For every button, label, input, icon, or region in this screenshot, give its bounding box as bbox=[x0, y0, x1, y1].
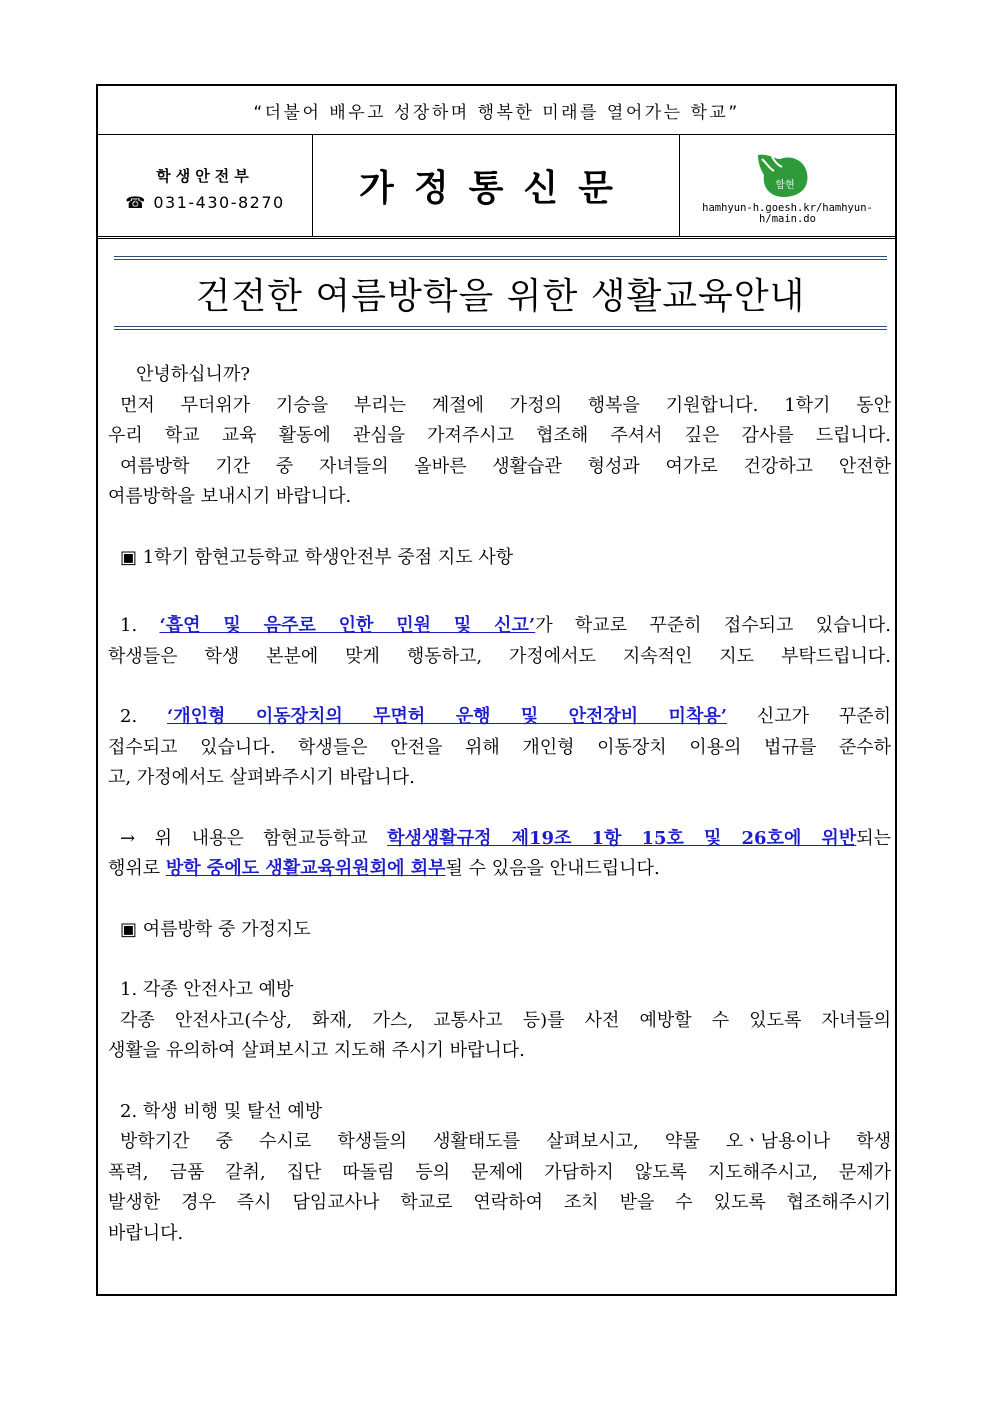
section1-note: → 위 내용은 함현교등학교 학생생활규정 제19조 1항 15호 및 26호에 위반되는 bbox=[120, 827, 891, 849]
intro-line: 여름방학을 보내시기 바랍니다. bbox=[108, 486, 352, 507]
highlight-text: ‘흡연 및 음주로 인한 민원 및 신고’ bbox=[159, 615, 536, 636]
section2-item2-line: 바랍니다. bbox=[108, 1222, 184, 1244]
section2-item2-line: 폭력, 금품 갈취, 집단 따돌림 등의 문제에 가담하지 않도록 지도해주시고, 문제가 bbox=[108, 1161, 891, 1183]
newsletter-body bbox=[108, 360, 891, 1249]
intro-line: 먼저 무더위가 기승을 부리는 계절에 가정의 행복을 기원합니다. 1학기 동안 bbox=[120, 394, 891, 416]
department-name: 학생안전부 bbox=[156, 167, 254, 185]
greeting: 안녕하십니까? bbox=[136, 364, 250, 385]
intro-line: 여름방학 기간 중 자녀들의 올바른 생활습관 형성과 여가로 건강하고 안전한 bbox=[120, 455, 891, 477]
section1-note-line: 행위로 방학 중에도 생활교육위원회에 회부될 수 있음을 안내드립니다. bbox=[108, 858, 660, 879]
header-row bbox=[98, 135, 895, 239]
school-motto: “더불어 배우고 성장하며 행복한 미래를 열어가는 학교” bbox=[98, 86, 895, 135]
newsletter-title: 가정통신문 bbox=[313, 135, 680, 236]
section2-item2-line: 발생한 경우 즉시 담임교사나 학교로 연락하여 조치 받을 수 있도록 협조해주시기 bbox=[108, 1192, 891, 1213]
phone-number: 031-430-8270 bbox=[153, 193, 285, 212]
logo-text: 함현 bbox=[775, 180, 795, 191]
school-logo-cell bbox=[680, 135, 895, 236]
highlight-text: 학생생활규정 제19조 1항 15호 및 26호에 위반 bbox=[387, 827, 857, 849]
section1-item2-line: 고, 가정에서도 살펴봐주시기 바랍니다. bbox=[108, 767, 415, 788]
phone-icon: ☎ bbox=[125, 193, 147, 212]
section2-item1-line: 생활을 유의하여 살펴보시고 지도해 주시기 바랍니다. bbox=[108, 1040, 525, 1061]
intro-line: 우리 학교 교육 활동에 관심을 가져주시고 협조해 주셔서 깊은 감사를 드립니다. bbox=[108, 425, 891, 446]
section2-item1-title: 1. 각종 안전사고 예방 bbox=[120, 979, 294, 1000]
main-title: 건전한 여름방학을 위한 생활교육안내 bbox=[195, 275, 806, 317]
section1-item2-line: 접수되고 있습니다. 학생들은 안전을 위해 개인형 이동장치 이용의 법규를 준수하 bbox=[108, 736, 891, 758]
department-phone bbox=[98, 193, 312, 212]
newsletter-frame bbox=[96, 84, 897, 1296]
section1-heading: ▣ 1학기 함현고등학교 학생안전부 중점 지도 사항 bbox=[120, 546, 514, 568]
highlight-text: 방학 중에도 생활교육위원회에 회부 bbox=[165, 858, 446, 879]
school-url[interactable]: hamhyun-h.goesh.kr/hamhyun-h/main.do bbox=[702, 202, 873, 225]
section1-item2: 2. ‘개인형 이동장치의 무면허 운행 및 안전장비 미착용’ 신고가 꾸준히 bbox=[120, 706, 891, 727]
section2-item2-line: 방학기간 중 수시로 학생들의 생활태도를 살펴보시고, 약물 오ㆍ남용이나 학생 bbox=[120, 1131, 891, 1152]
highlight-text: ‘개인형 이동장치의 무면허 운행 및 안전장비 미착용’ bbox=[167, 706, 727, 727]
school-logo-icon bbox=[754, 151, 810, 199]
section1-item1: 1. ‘흡연 및 음주로 인한 민원 및 신고’가 학교로 꾸준히 접수되고 있습니다. bbox=[120, 615, 891, 636]
section2-item2-title: 2. 학생 비행 및 탈선 예방 bbox=[120, 1100, 323, 1122]
main-title-box bbox=[114, 256, 887, 330]
section2-item1-line: 각종 안전사고(수상, 화재, 가스, 교통사고 등)를 사전 예방할 수 있도록 자녀들의 bbox=[120, 1009, 891, 1031]
section1-item1-line: 학생들은 학생 본분에 맞게 행동하고, 가정에서도 지속적인 지도 부탁드립니다. bbox=[108, 645, 891, 667]
section2-heading: ▣ 여름방학 중 가정지도 bbox=[120, 918, 311, 940]
department-cell bbox=[98, 135, 313, 236]
